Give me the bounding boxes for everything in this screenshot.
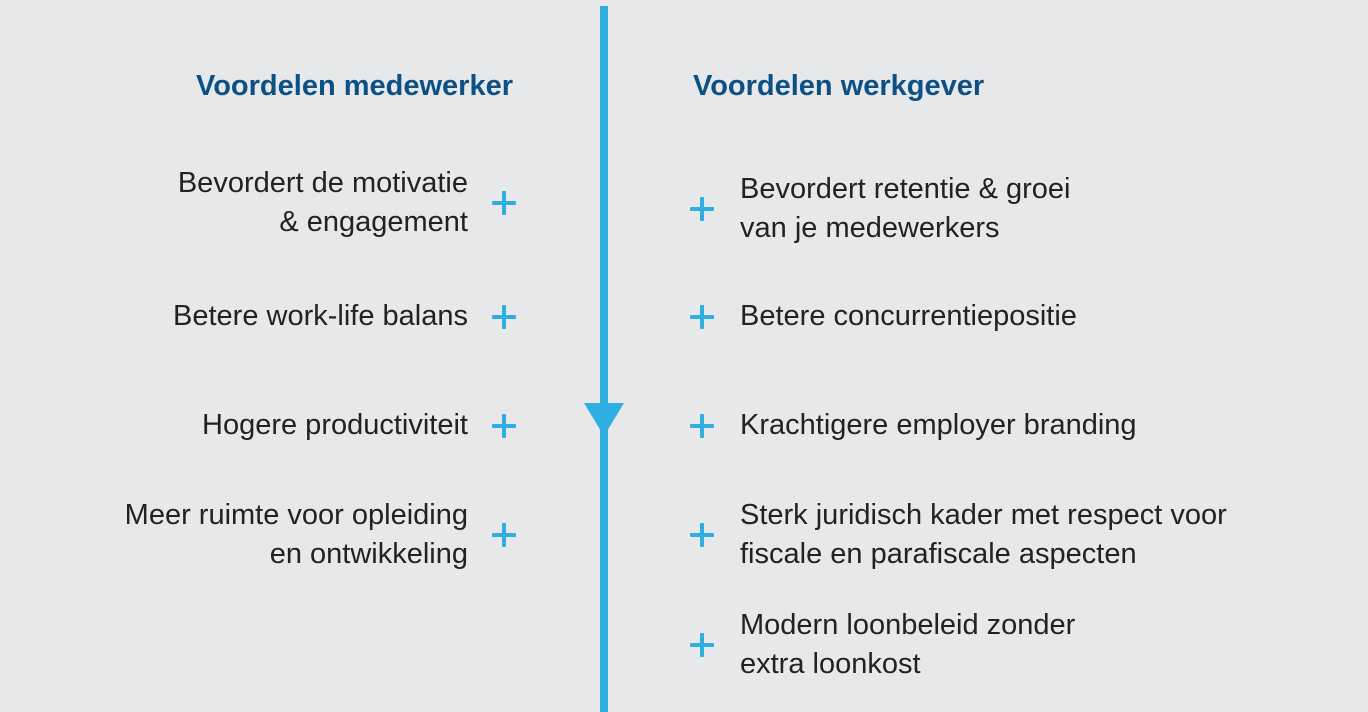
benefit-line: fiscale en parafiscale aspecten [740,538,1137,570]
plus-icon [690,414,714,438]
employer-benefit-text [740,170,1070,248]
plus-icon [690,305,714,329]
employer-benefit-item [690,496,1227,574]
plus-icon [690,197,714,221]
benefit-line: extra loonkost [740,648,921,680]
employer-benefit-item [690,170,1070,248]
employer-benefit-text [740,406,1137,445]
employee-benefit-text [202,406,468,445]
employee-benefit-item [202,406,516,445]
benefit-line: Meer ruimte voor opleiding [124,499,468,531]
arrow-down-icon [584,403,624,436]
plus-icon [492,305,516,329]
employer-benefit-item [690,406,1137,445]
employer-benefit-item [690,297,1077,336]
plus-icon [492,191,516,215]
benefit-line: Krachtigere employer branding [740,409,1137,441]
employee-benefit-text [125,496,468,574]
benefit-line: & engagement [279,206,468,238]
employee-benefit-text [178,164,468,242]
benefit-line: Hogere productiviteit [202,409,468,441]
employer-benefit-item [690,606,1075,684]
plus-icon [690,633,714,657]
employee-benefits-heading: Voordelen medewerker [196,70,513,102]
plus-icon [492,414,516,438]
plus-icon [492,523,516,547]
employee-benefit-item [125,496,516,574]
benefit-line: en ontwikkeling [269,538,468,570]
employer-benefit-text [740,297,1077,336]
employer-benefit-text [740,496,1227,574]
employee-benefit-item [178,164,516,242]
benefit-line: Betere work-life balans [173,300,468,332]
benefit-line: Modern loonbeleid zonder [740,609,1076,641]
benefit-line: van je medewerkers [740,212,1000,244]
employee-benefit-text [173,297,468,336]
employer-benefits-heading: Voordelen werkgever [693,70,985,102]
benefit-line: Sterk juridisch kader met respect voor [740,499,1227,531]
center-divider-line [600,6,608,712]
employee-benefit-item [173,297,516,336]
benefit-line: Bevordert retentie & groei [740,173,1071,205]
benefit-line: Bevordert de motivatie [177,167,468,199]
employer-benefit-text [740,606,1075,684]
plus-icon [690,523,714,547]
benefit-line: Betere concurrentiepositie [740,300,1077,332]
